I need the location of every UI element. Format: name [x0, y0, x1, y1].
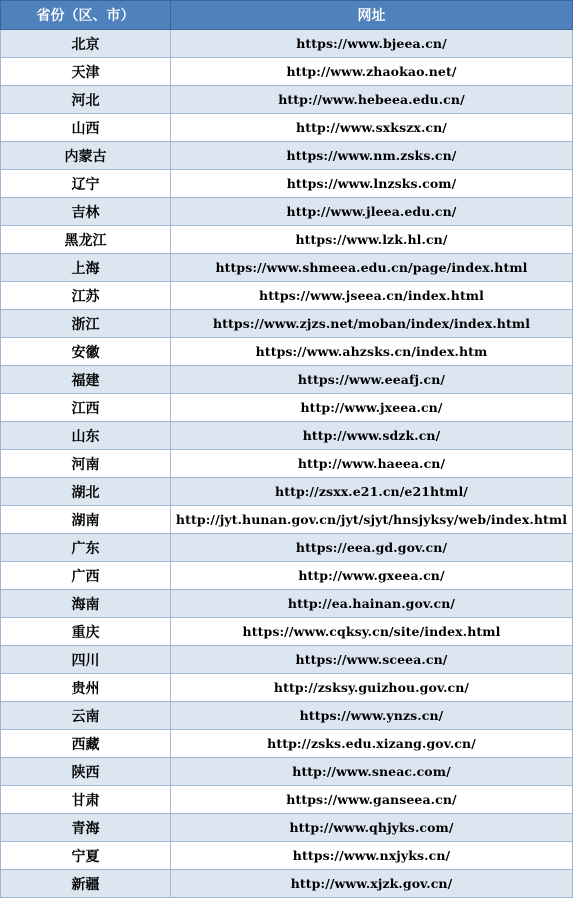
url-cell: http://www.jxeea.cn/	[171, 394, 573, 422]
table-header-row	[1, 1, 573, 30]
province-cell: 河南	[1, 450, 171, 478]
table-row	[1, 30, 573, 58]
url-cell: https://www.nm.zsks.cn/	[171, 142, 573, 170]
url-cell: http://jyt.hunan.gov.cn/jyt/sjyt/hnsjyksy/web/index.html	[171, 506, 573, 534]
url-cell: http://www.gxeea.cn/	[171, 562, 573, 590]
header-province: 省份（区、市）	[1, 1, 171, 30]
url-cell: http://www.jleea.edu.cn/	[171, 198, 573, 226]
table-row	[1, 198, 573, 226]
url-cell: https://www.cqksy.cn/site/index.html	[171, 618, 573, 646]
url-cell: https://www.eeafj.cn/	[171, 366, 573, 394]
table-row	[1, 58, 573, 86]
url-cell: http://zsxx.e21.cn/e21html/	[171, 478, 573, 506]
province-cell: 陕西	[1, 758, 171, 786]
table-row	[1, 450, 573, 478]
url-cell: http://www.xjzk.gov.cn/	[171, 870, 573, 898]
table-row	[1, 478, 573, 506]
url-cell: http://www.hebeea.edu.cn/	[171, 86, 573, 114]
url-cell: https://www.zjzs.net/moban/index/index.html	[171, 310, 573, 338]
table-row	[1, 366, 573, 394]
province-cell: 黑龙江	[1, 226, 171, 254]
url-cell: https://www.lzk.hl.cn/	[171, 226, 573, 254]
province-cell: 海南	[1, 590, 171, 618]
province-cell: 四川	[1, 646, 171, 674]
header-url: 网址	[171, 1, 573, 30]
table-row	[1, 170, 573, 198]
province-cell: 吉林	[1, 198, 171, 226]
table-row	[1, 422, 573, 450]
url-cell: http://www.sdzk.cn/	[171, 422, 573, 450]
table-row	[1, 870, 573, 898]
province-cell: 山西	[1, 114, 171, 142]
table-row	[1, 674, 573, 702]
province-cell: 河北	[1, 86, 171, 114]
table-row	[1, 730, 573, 758]
table-row	[1, 702, 573, 730]
url-cell: https://www.nxjyks.cn/	[171, 842, 573, 870]
table-row	[1, 618, 573, 646]
table-row	[1, 142, 573, 170]
table-row	[1, 394, 573, 422]
url-cell: http://www.sneac.com/	[171, 758, 573, 786]
table-row	[1, 310, 573, 338]
url-cell: https://www.ahzsks.cn/index.htm	[171, 338, 573, 366]
table-row	[1, 114, 573, 142]
province-cell: 云南	[1, 702, 171, 730]
table-row	[1, 506, 573, 534]
province-cell: 天津	[1, 58, 171, 86]
province-cell: 安徽	[1, 338, 171, 366]
province-cell: 西藏	[1, 730, 171, 758]
url-cell: https://www.shmeea.edu.cn/page/index.html	[171, 254, 573, 282]
url-cell: http://www.haeea.cn/	[171, 450, 573, 478]
province-cell: 浙江	[1, 310, 171, 338]
table-row	[1, 842, 573, 870]
province-cell: 辽宁	[1, 170, 171, 198]
province-cell: 贵州	[1, 674, 171, 702]
province-cell: 北京	[1, 30, 171, 58]
url-cell: https://www.ganseea.cn/	[171, 786, 573, 814]
url-cell: https://www.bjeea.cn/	[171, 30, 573, 58]
url-cell: https://www.lnzsks.com/	[171, 170, 573, 198]
table-row	[1, 534, 573, 562]
province-cell: 山东	[1, 422, 171, 450]
table-row	[1, 254, 573, 282]
url-cell: http://zsksy.guizhou.gov.cn/	[171, 674, 573, 702]
province-cell: 福建	[1, 366, 171, 394]
table-row	[1, 646, 573, 674]
province-cell: 江苏	[1, 282, 171, 310]
table-row	[1, 758, 573, 786]
table-row	[1, 86, 573, 114]
url-cell: http://ea.hainan.gov.cn/	[171, 590, 573, 618]
table-row	[1, 562, 573, 590]
province-cell: 新疆	[1, 870, 171, 898]
table-row	[1, 786, 573, 814]
table-row	[1, 338, 573, 366]
province-cell: 重庆	[1, 618, 171, 646]
url-cell: http://zsks.edu.xizang.gov.cn/	[171, 730, 573, 758]
url-cell: http://www.sxkszx.cn/	[171, 114, 573, 142]
table-row	[1, 282, 573, 310]
url-cell: http://www.qhjyks.com/	[171, 814, 573, 842]
url-cell: http://www.zhaokao.net/	[171, 58, 573, 86]
table-row	[1, 814, 573, 842]
url-cell: https://www.jseea.cn/index.html	[171, 282, 573, 310]
url-cell: https://www.sceea.cn/	[171, 646, 573, 674]
province-cell: 广西	[1, 562, 171, 590]
province-cell: 青海	[1, 814, 171, 842]
table-row	[1, 590, 573, 618]
table-body	[1, 30, 573, 898]
province-cell: 湖南	[1, 506, 171, 534]
province-cell: 广东	[1, 534, 171, 562]
province-cell: 江西	[1, 394, 171, 422]
province-cell: 上海	[1, 254, 171, 282]
province-cell: 甘肃	[1, 786, 171, 814]
province-cell: 内蒙古	[1, 142, 171, 170]
province-cell: 宁夏	[1, 842, 171, 870]
url-cell: https://www.ynzs.cn/	[171, 702, 573, 730]
table-row	[1, 226, 573, 254]
url-cell: https://eea.gd.gov.cn/	[171, 534, 573, 562]
province-cell: 湖北	[1, 478, 171, 506]
